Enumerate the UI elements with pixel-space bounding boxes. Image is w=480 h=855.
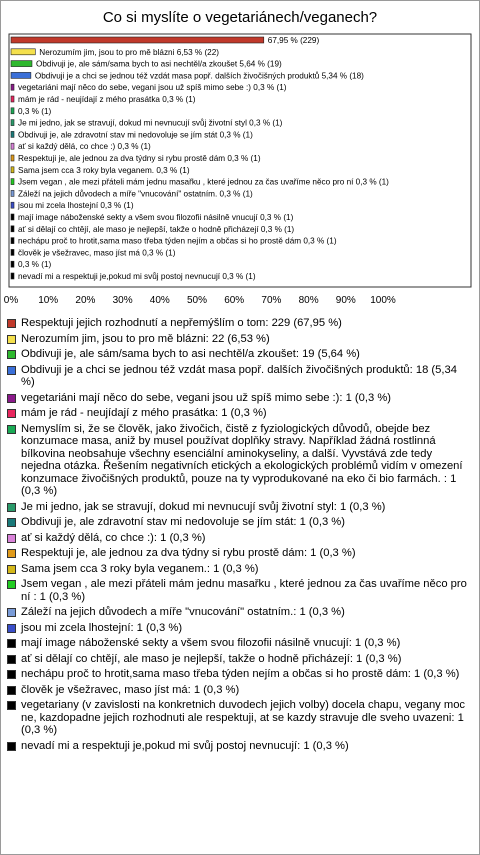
bar-label-2: Obdivuji je, ale sám/sama bych to asi nechtěl/a zkoušet 5,64 % (19) [35, 59, 282, 69]
bar-16 [11, 226, 14, 232]
legend-swatch [7, 608, 16, 617]
legend-label: Respektuji je, ale jednou za dva týdny si rybu prostě dám: 1 (0,3 %) [21, 547, 356, 559]
bar-8 [11, 131, 14, 137]
legend-label: ať si každý dělá, co chce :): 1 (0,3 %) [21, 531, 206, 544]
bar-0 [11, 37, 264, 43]
legend-label: Respektuji jejich rozhodnutí a nepřemýšlím o tom: 229 (67,95 %) [21, 317, 342, 329]
bar-label-3: Obdivuji je a chci se jednou též vzdát masa popř. dalších živočišných produktů 5,34 % (18) [34, 71, 364, 81]
bar-label-19: 0,3 % (1) [18, 260, 52, 270]
legend-item [7, 637, 473, 650]
legend-swatch [7, 366, 16, 375]
x-tick-label: 60% [224, 295, 245, 306]
legend-item [7, 364, 473, 389]
bar-label-13: Záleží na jejich důvodech a míře "vnucování" ostatním. 0,3 % (1) [18, 189, 253, 199]
bar-label-8: Obdivuji je, ale zdravotní stav mi nedovoluje se jím stát 0,3 % (1) [18, 130, 253, 140]
legend-item [7, 668, 473, 681]
legend-swatch [7, 549, 16, 558]
bar-9 [11, 143, 14, 149]
bar-label-10: Respektuji je, ale jednou za dva týdny si rybu prostě dám 0,3 % (1) [18, 154, 261, 163]
legend-item [7, 317, 473, 330]
bar-label-14: jsou mi zcela lhostejní 0,3 % (1) [18, 201, 134, 211]
bar-label-16: ať si dělají co chtějí, ale maso je nejlepší, takže o hodně přicházejí 0,3 % (1) [18, 224, 295, 234]
legend-label: Obdivuji je a chci se jednou též vzdát masa popř. dalších živočišných produktů: 18 (5,34 %) [21, 363, 457, 388]
legend-item [7, 333, 473, 346]
chart-title: Co si myslíte o vegetariánech/veganech? [102, 9, 378, 26]
legend-item [7, 547, 473, 560]
legend-swatch [7, 742, 16, 751]
x-tick-label: 90% [335, 295, 356, 306]
bar-label-1: Nerozumím jim, jsou to pro mě blázni 6,53 % (22) [39, 47, 220, 57]
bar-2 [11, 61, 32, 67]
legend-swatch [7, 670, 16, 679]
bar-13 [11, 190, 14, 196]
legend-item [7, 578, 473, 603]
bar-18 [11, 249, 14, 255]
bar-label-15: mají image náboženské sekty a všem svou filozofii násilně vnucují 0,3 % (1) [18, 213, 294, 222]
legend-item [7, 606, 473, 619]
x-tick-label: 100% [370, 295, 396, 306]
bar-label-11: Sama jsem cca 3 roky byla veganem. 0,3 % (1) [18, 165, 190, 175]
legend-label: mám je rád - neujídají z mého prasátka: 1 (0,3 %) [21, 407, 267, 419]
legend-label: Nerozumím jim, jsou to pro mě blázni: 22 (6,53 %) [21, 332, 270, 345]
legend-swatch [7, 394, 16, 403]
legend-swatch [7, 639, 16, 648]
legend-label: Obdivuji je, ale sám/sama bych to asi nechtěl/a zkoušet: 19 (5,64 %) [21, 348, 360, 360]
x-tick-label: 70% [261, 295, 282, 306]
bar-label-4: vegetariáni mají něco do sebe, vegani jsou už spíš mimo sebe :) 0,3 % (1) [18, 83, 287, 93]
legend-swatch [7, 335, 16, 344]
bar-11 [11, 167, 14, 173]
bar-3 [11, 72, 31, 78]
legend-label: nechápu proč to hrotit,sama maso třeba týden nejím a občas si ho prostě dám: 1 (0,3 %) [21, 668, 460, 680]
bar-4 [11, 84, 14, 90]
legend-swatch [7, 425, 16, 434]
x-tick-label: 20% [75, 295, 96, 306]
legend-item [7, 699, 473, 737]
legend-label: vegetariáni mají něco do sebe, vegani jsou už spíš mimo sebe :): 1 (0,3 %) [21, 391, 391, 404]
bar-chart [0, 0, 480, 316]
bar-20 [11, 273, 14, 279]
bar-17 [11, 238, 14, 244]
x-tick-label: 80% [298, 295, 319, 306]
bar-14 [11, 202, 14, 208]
legend-swatch [7, 686, 16, 695]
bar-5 [11, 96, 14, 102]
bar-10 [11, 155, 14, 161]
bar-7 [11, 120, 14, 126]
legend-swatch [7, 624, 16, 633]
legend-item [7, 622, 473, 635]
legend-label: člověk je všežravec, maso jíst má: 1 (0,3 %) [21, 683, 240, 696]
bar-19 [11, 261, 14, 267]
legend-item [7, 423, 473, 498]
bar-label-5: mám je rád - neujídají z mého prasátka 0,3 % (1) [18, 95, 196, 104]
legend-item [7, 653, 473, 666]
bar-label-0: 67,95 % (229) [267, 36, 320, 45]
bar-label-7: Je mi jedno, jak se stravují, dokud mi nevnucují svůj životní styl 0,3 % (1) [18, 118, 283, 128]
legend-swatch [7, 518, 16, 527]
bar-12 [11, 179, 14, 185]
legend-swatch [7, 503, 16, 512]
legend-swatch [7, 409, 16, 418]
legend-label: vegetariany (v zavislosti na konkretnich duvodech jejich volby) docela chapu, vegany moc ne, kazdopadne jejich rozhodnuti ale respektuji, at se kazdy stravuje dle sveho uvazeni: 1 (0,3 %) [21, 699, 466, 736]
legend-item [7, 532, 473, 545]
legend-swatch [7, 534, 16, 543]
bar-label-6: 0,3 % (1) [18, 106, 52, 116]
legend-swatch [7, 319, 16, 328]
legend-item [7, 516, 473, 529]
legend-swatch [7, 580, 16, 589]
bar-1 [11, 49, 35, 55]
bar-label-20: nevadí mi a respektuji je,pokud mi svůj postoj nevnucují 0,3 % (1) [18, 272, 256, 281]
legend-label: Nemyslím si, že se člověk, jako živočich, čistě z fyziologických důvodů, obejde bez konzumace masa, aniž by musel používat doplňky stravy. Například žádná rostlinná bílkovina neobsahuje všechny esenciální aminokyseliny, a další. Vyvstává zde tedy nejedna otázka. Řešením negativních etických a ekologických problémů vidím v omezení konzumace živočišných produktů, pouze na ty vyprodukované na eko či bio farmách. : 1 (0,3 %) [21, 422, 463, 497]
legend-label: Záleží na jejich důvodech a míře "vnucování" ostatním.: 1 (0,3 %) [21, 606, 345, 618]
legend-swatch [7, 565, 16, 574]
legend-item [7, 392, 473, 405]
bar-label-12: Jsem vegan , ale mezi přáteli mám jednu masařku , které jednou za čas uvaříme něco pro ní 0,3 % (1) [18, 177, 389, 187]
x-tick-label: 50% [186, 295, 208, 306]
legend-label: nevadí mi a respektuji je,pokud mi svůj postoj nevnucují: 1 (0,3 %) [21, 739, 349, 752]
legend-item [7, 348, 473, 361]
legend-label: Obdivuji je, ale zdravotní stav mi nedovoluje se jím stát: 1 (0,3 %) [21, 516, 345, 528]
legend-item [7, 501, 473, 514]
legend-label: ať si dělají co chtějí, ale maso je nejlepší, takže o hodně přicházejí: 1 (0,3 %) [21, 652, 402, 665]
legend-label: mají image náboženské sekty a všem svou filozofii násilně vnucují: 1 (0,3 %) [21, 637, 401, 649]
legend-item [7, 407, 473, 420]
bar-15 [11, 214, 14, 220]
x-tick-label: 0% [3, 295, 19, 306]
legend-label: Sama jsem cca 3 roky byla veganem.: 1 (0,3 %) [21, 562, 259, 575]
bar-6 [11, 108, 14, 114]
legend-swatch [7, 701, 16, 710]
legend-label: Je mi jedno, jak se stravují, dokud mi nevnucují svůj životní styl: 1 (0,3 %) [21, 500, 386, 513]
bar-label-9: ať si každý dělá, co chce :) 0,3 % (1) [18, 142, 151, 152]
legend-label: Jsem vegan , ale mezi přáteli mám jednu masařku , které jednou za čas uvaříme něco pro ní : 1 (0,3 %) [21, 578, 467, 603]
legend-item [7, 684, 473, 697]
x-tick-label: 10% [38, 295, 59, 306]
bar-label-17: nechápu proč to hrotit,sama maso třeba týden nejím a občas si ho prostě dám 0,3 % (1) [18, 236, 337, 246]
legend [7, 317, 473, 755]
x-tick-label: 30% [112, 295, 133, 306]
legend-label: jsou mi zcela lhostejní: 1 (0,3 %) [21, 621, 183, 634]
legend-swatch [7, 655, 16, 664]
bar-label-18: člověk je všežravec, maso jíst má 0,3 % (1) [18, 248, 176, 258]
legend-swatch [7, 350, 16, 359]
legend-item [7, 563, 473, 576]
x-tick-label: 40% [149, 295, 170, 306]
legend-item [7, 740, 473, 753]
